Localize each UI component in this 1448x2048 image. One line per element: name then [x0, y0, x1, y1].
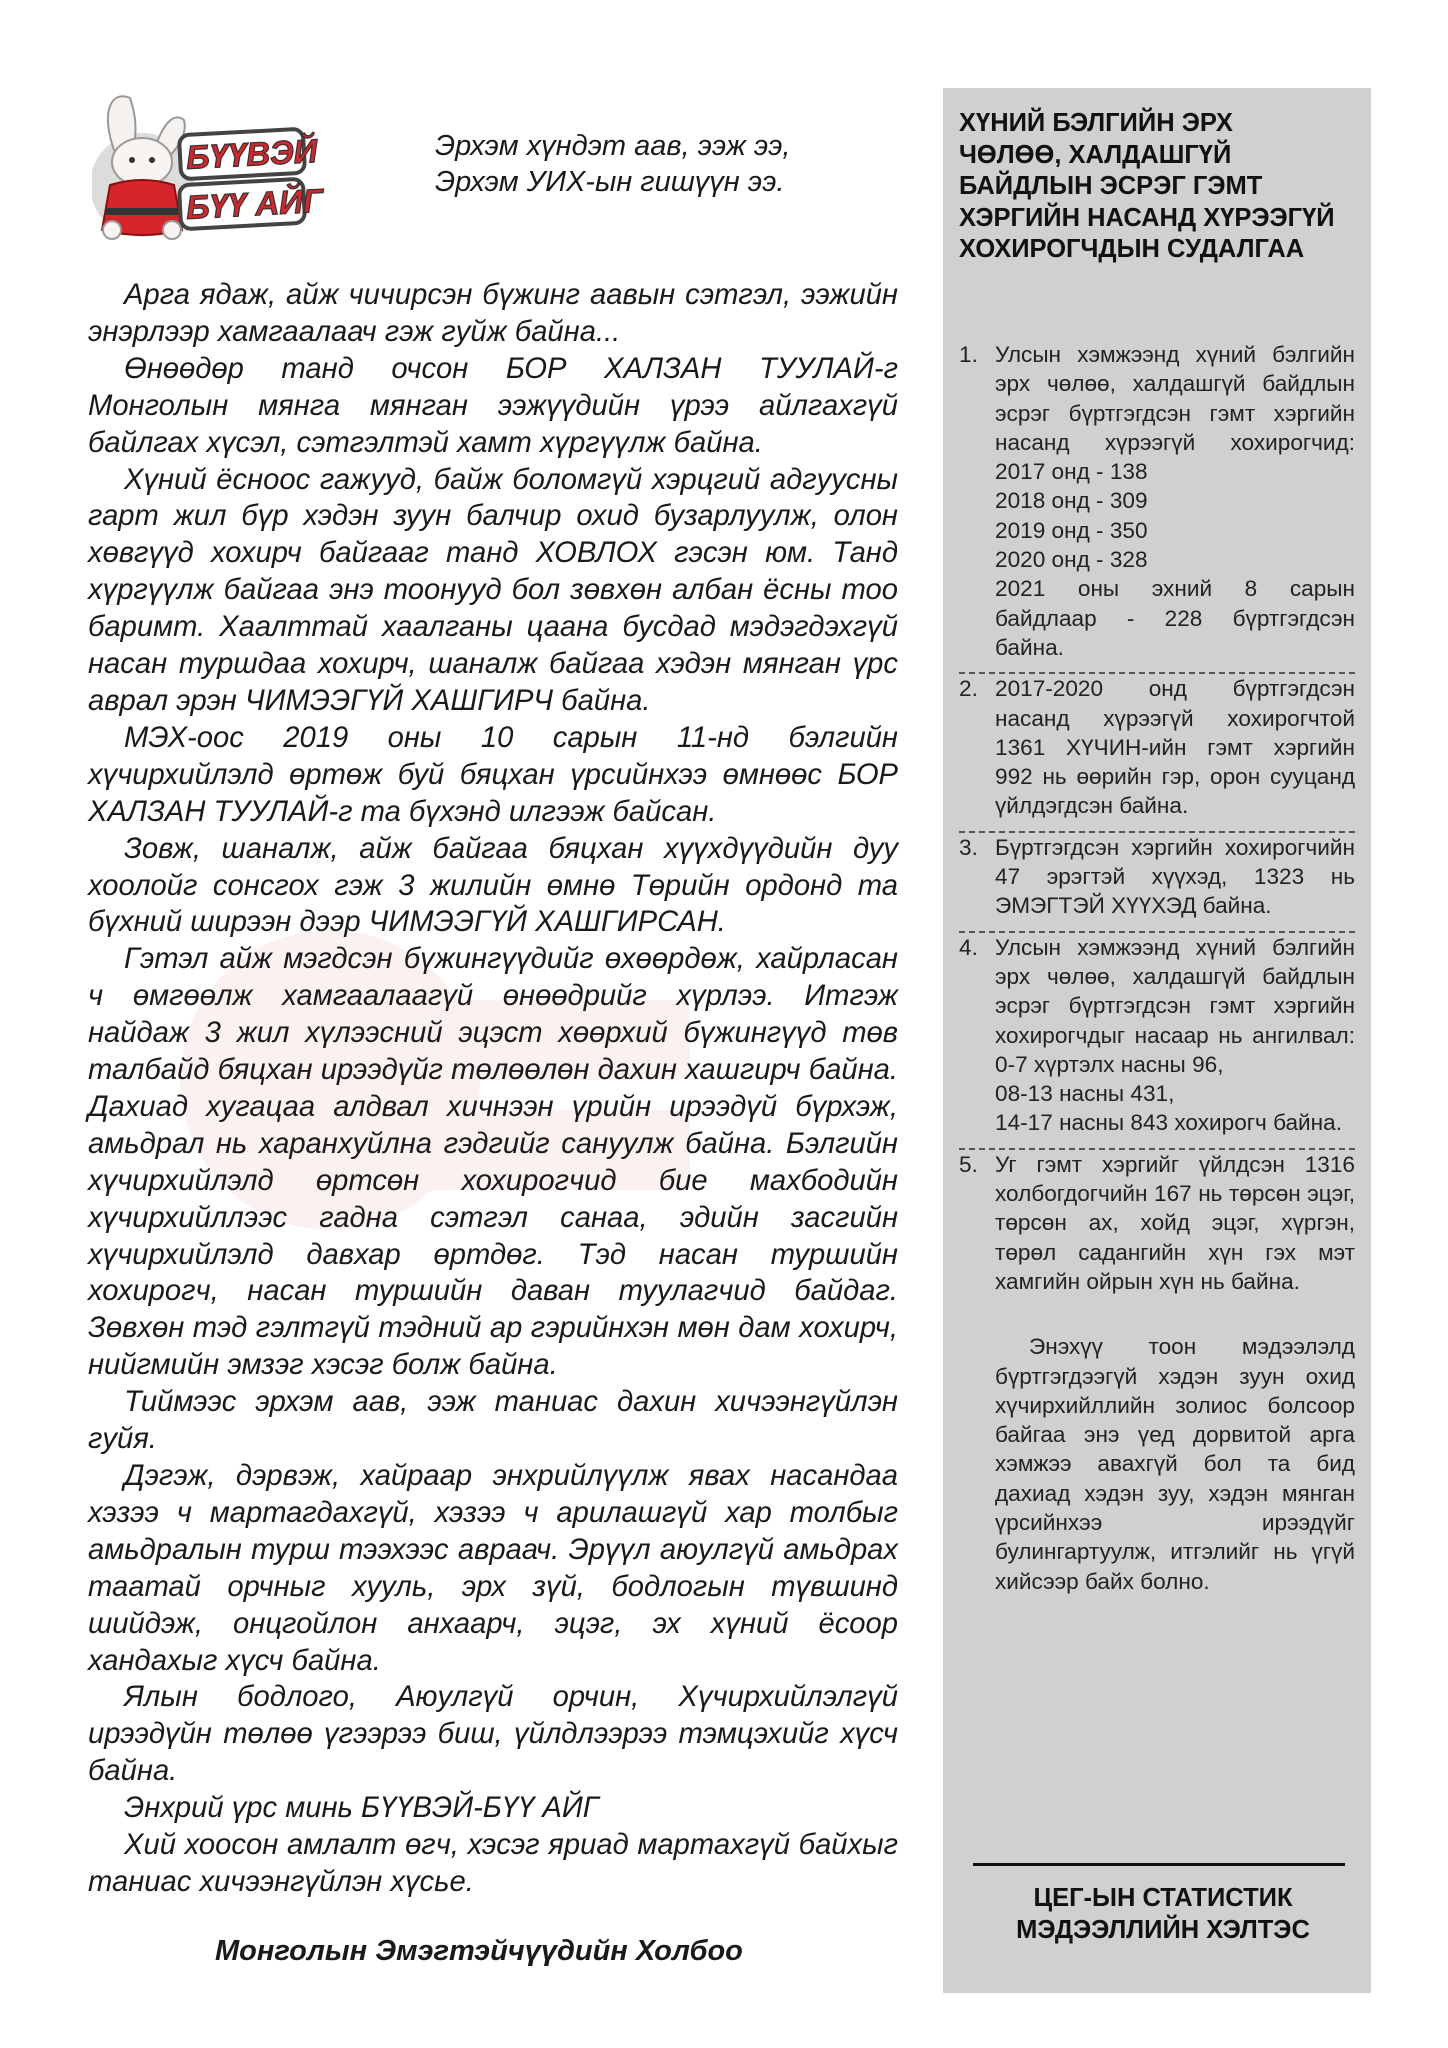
- stat-item-text: 2017-2020 онд бүртгэгдсэн насанд хүрээгүй хохирогчтой 1361 ХҮЧИН-ийн гэмт хэргийн 992 нь өөрийн гэр, орон сууцанд үйлдэгдсэн байна.: [995, 676, 1355, 819]
- stat-item: [959, 833, 1355, 931]
- letter-paragraph: Арга ядаж, айж чичирсэн бүжинг аавын сэтгэл, ээжийн энэрлээр хамгаалаач гэж гуйж байна...: [88, 279, 898, 348]
- stat-item-number: 4.: [959, 934, 978, 960]
- letter-paragraph: МЭХ-оос 2019 оны 10 сарын 11-нд бэлгийн хүчирхийлэлд өртөж буй бяцхан үрсийнхээ өмнөөс БОР ХАЛЗАН ТУУЛАЙ-г та бүхэнд илгээж байсан.: [88, 721, 898, 828]
- stat-item-number: 2.: [959, 676, 978, 702]
- greeting-line: Эрхэм хүндэт аав, ээж ээ,: [435, 130, 791, 162]
- sidebar-title-line: ХЭРГИЙН НАСАНД ХҮРЭЭГҮЙ: [959, 203, 1335, 232]
- logo-line1: БҮҮВЭЙ: [185, 132, 319, 176]
- stat-item: [959, 933, 1355, 1148]
- stat-item-text: Уг гэмт хэргийг үйлдсэн 1316 холбогдогчийн 167 нь төрсөн эцэг, төрсөн ах, хойд эцэг, хүргэн, төрөл садангийн хүн гэх мэт хамгийн ойрын хүн нь байна.: [995, 1151, 1355, 1294]
- stat-item-tail: 2021 оны эхний 8 сарын байдлаар - 228 бүртгэгдсэн байна.: [995, 576, 1355, 660]
- greeting-line: Эрхэм УИХ-ын гишүүн ээ.: [435, 166, 785, 198]
- source-credit: [973, 1883, 1353, 1946]
- letter-paragraph: Тиймээс эрхэм аав, ээж таниас дахин хичээнгүйлэн гуйя.: [88, 1386, 898, 1456]
- stat-item-text: Улсын хэмжээнд хүний бэлгийн эрх чөлөө, халдашгүй байдлын эсрэг бүртгэгдсэн гэмт хэргийн насанд хүрээгүй хохирогчид:: [995, 342, 1355, 455]
- stat-item-number: 5.: [959, 1151, 978, 1177]
- logo-line2: БҮҮ АЙГ: [185, 181, 324, 226]
- stat-item-number: 1.: [959, 342, 978, 367]
- stat-item: [959, 340, 1355, 672]
- stat-item-line: 2019 онд - 350: [995, 517, 1148, 543]
- sidebar-title-line: ЧӨЛӨӨ, ХАЛДАШГҮЙ: [959, 140, 1232, 169]
- sidebar-note: Энэхүү тоон мэдээлэлд бүртгэгдээгүй хэдэн зуун охид хүчирхийллийн золиос болсоор байгаа энэ үед дорвитой арга хэмжээ авахгүй бол та бид дахиад хэдэн зуу, хэдэн мянган үрсийнхээ ирээдүйг булингартуулж, итгэлийг нь үгүй хийсээр байх болно.: [995, 1334, 1355, 1594]
- source-divider: [973, 1863, 1345, 1866]
- stat-item-line: 2018 онд - 309: [995, 488, 1148, 514]
- source-line: ЦЕГ-ЫН СТАТИСТИК: [1033, 1884, 1293, 1912]
- letter-paragraph: Энхрий үрс минь БҮҮВЭЙ-БҮҮ АЙГ: [124, 1792, 599, 1825]
- stat-item-line: 2020 онд - 328: [995, 547, 1148, 573]
- letter-paragraph: Хий хоосон амлалт өгч, хэсэг яриад мартахгүй байхыг таниас хичээнгүйлэн хүсье.: [88, 1829, 898, 1898]
- stat-item: [959, 674, 1355, 830]
- statistics-list: [959, 340, 1355, 1596]
- statistics-sidebar: [943, 88, 1371, 1993]
- letter-paragraph: Гэтэл айж мэгдсэн бүжингүүдийг өхөөрдөж, хайрласан ч өмгөөлж хамгаалаагүй өнөөдрийг хүрлээ. Итгэж найдаж 3 жил хүлээсний эцэст хөөрхий бүжингүүд төв талбайд бяцхан ирээдүйг төлөөлөн дахин хашгирч байна. Дахиад хугацаа алдвал хичнээн үрийн ирээдүй бүрхэж, амьдрал нь харанхуйлна гэдгийг сануулж байна. Бэлгийн хүчирхийлэлд өртсөн хохирогчид бие махбодийн хүчирхийллээс гадна сэтгэл санаа, эдийн засгийн хүчирхийлэлд давхар өртдөг. Тэд насан туршийн хохирогч, насан туршийн даван туулагчид байдаг. Зөвхөн тэд гэлтгүй тэдний ар гэрийнхэн мөн дам хохирч, нийгмийн эмзэг хэсэг болж байна.: [88, 943, 898, 1382]
- stat-item-line: 08-13 насны 431,: [995, 1081, 1175, 1107]
- letter-paragraph: Дэгэж, дэрвэж, хайраар энхрийлүүлж явах насандаа хэзээ ч мартагдахгүй, хэзээ ч арилашгүй хар толбыг амьдралын турш тээхээс авраач. Эрүүл аюулгүй амьдрах таатай орчныг хууль, эрх зүй, бодлогын түвшинд шийдэж, онцгойлон анхаарч, эцэг, эх хүний ёсоор хандахыг хүсч байна.: [88, 1460, 898, 1677]
- sidebar-title-line: ХҮНИЙ БЭЛГИЙН ЭРХ: [959, 109, 1233, 137]
- greeting: [435, 128, 855, 200]
- letter-paragraph: Ялын бодлого, Аюулгүй орчин, Хүчирхийлэлгүй ирээдүйн төлөө үгээрээ биш, үйлдлээрээ тэмцэхийг хүсч байна.: [88, 1681, 898, 1788]
- sidebar-title-line: БАЙДЛЫН ЭСРЭГ ГЭМТ: [959, 172, 1263, 200]
- stat-item-number: 3.: [959, 834, 978, 860]
- buuvei-buu aig-logo: [92, 90, 392, 240]
- letter-paragraph: Өнөөдөр танд очсон БОР ХАЛЗАН ТУУЛАЙ-г Монголын мянга мянган ээжүүдийн үрээ айлгахгүй байлгах хүсэл, сэтгэлтэй хамт хүргүүлж байна.: [88, 352, 898, 459]
- stat-item: [959, 1150, 1355, 1306]
- stat-item-tail: 14-17 насны 843 хохирогч байна.: [995, 1110, 1342, 1136]
- sidebar-title-line: ХОХИРОГЧДЫН СУДАЛГАА: [959, 235, 1305, 263]
- bunny-logo-graphic: [92, 90, 392, 240]
- letter-paragraph: Зовж, шаналж, айж байгаа бяцхан хүүхдүүдийн дуу хоолойг сонсгох гэж 3 жилийн өмнө Төрийн ордонд та бүхний ширээн дээр ЧИМЭЭГҮЙ ХАШГИРСАН.: [88, 832, 898, 939]
- signature: Монголын Эмэгтэйчүүдийн Холбоо: [215, 1935, 743, 1967]
- stat-item-text: Улсын хэмжээнд хүний бэлгийн эрх чөлөө, халдашгүй байдлын эсрэг бүртгэгдсэн гэмт хэргийн хохирогчдыг насаар нь ангилвал:: [995, 934, 1355, 1048]
- open-letter: [88, 277, 898, 1901]
- stat-item-line: 0-7 хүртэлх насны 96,: [995, 1051, 1224, 1077]
- stat-item-line: 2017 онд - 138: [995, 459, 1148, 485]
- stat-item-text: Бүртгэгдсэн хэргийн хохирогчийн 47 эрэгтэй хүүхэд, 1323 нь ЭМЭГТЭЙ ХҮҮХЭД байна.: [995, 834, 1355, 919]
- letter-paragraph: Хүний ёсноос гажууд, байж боломгүй хэрцгий адгуусны гарт жил бүр хэдэн зуун балчир охид бузарлуулж, олон хөвгүүд хохирч байгааг танд ХОВЛОХ гэсэн юм. Танд хүргүүлж байгаа энэ тоонууд бол зөвхөн албан ёсны тоо баримт. Хаалттай хаалганы цаана бусдад мэдэгдэхгүй насан туршдаа хохирч, шаналж байгаа хэдэн мянган үрс аврал эрэн ЧИМЭЭГҮЙ ХАШГИРЧ байна.: [88, 463, 898, 717]
- sidebar-title: [959, 108, 1359, 266]
- source-line: МЭДЭЭЛЛИЙН ХЭЛТЭС: [1016, 1915, 1310, 1944]
